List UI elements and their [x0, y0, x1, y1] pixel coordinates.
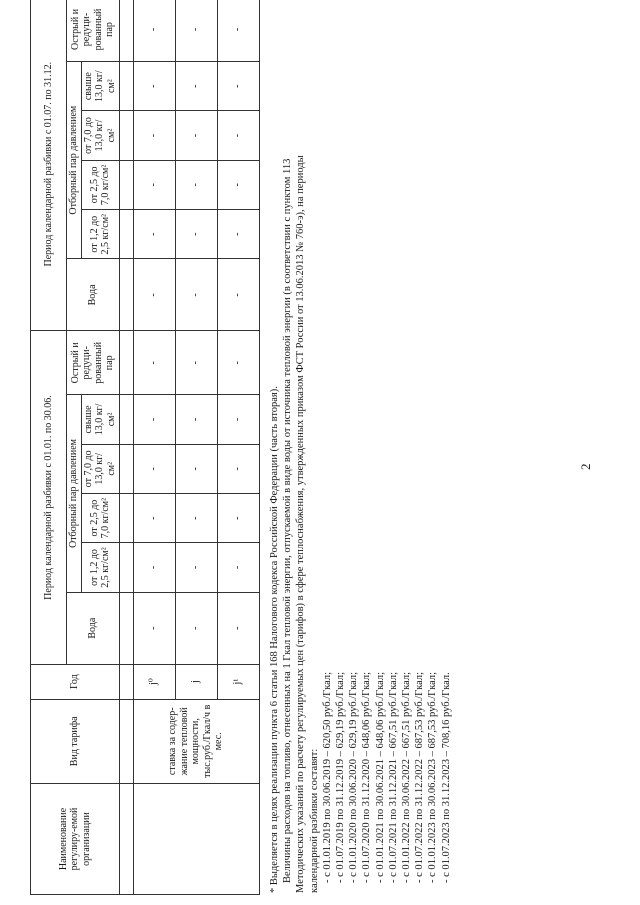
value-cell: -	[217, 331, 259, 395]
value-cell: -	[133, 210, 175, 259]
value-cell: -	[217, 160, 259, 209]
header-steam-4-p2: свыше 13,0 кг/см²	[81, 61, 119, 110]
value-cell: -	[133, 543, 175, 592]
page-number: 2	[578, 463, 593, 470]
value-cell: -	[133, 0, 175, 61]
year-cell: j¹	[217, 664, 259, 699]
header-tariff-type: Вид тарифа	[31, 699, 120, 783]
value-cell: -	[175, 160, 217, 209]
list-item: - с 01.01.2019 по 30.06.2019 – 620,50 руб./Гкал;	[321, 671, 333, 883]
value-cell: -	[133, 493, 175, 542]
value-cell: -	[133, 331, 175, 395]
value-cell: -	[217, 444, 259, 493]
header-year: Год	[31, 664, 120, 699]
header-water-1: Вода	[67, 592, 120, 664]
value-cell: -	[175, 259, 217, 331]
empty-cell	[119, 664, 133, 699]
value-cell: -	[133, 395, 175, 444]
header-sharp-steam-2: Острый и редуци-рованный пар	[67, 0, 120, 61]
empty-cell	[119, 493, 133, 542]
value-cell: -	[133, 111, 175, 160]
value-cell: -	[217, 395, 259, 444]
empty-cell	[119, 783, 133, 894]
list-item: - с 01.07.2021 по 31.12.2021 – 667,51 руб./Гкал;	[387, 671, 399, 883]
tariff-table	[30, 0, 260, 895]
empty-cell	[119, 592, 133, 664]
header-steam-1-p2: от 1,2 до 2,5 кг/см²	[81, 210, 119, 259]
empty-cell	[119, 395, 133, 444]
empty-cell	[119, 210, 133, 259]
header-period-1: Период календарной разбивки с 01.01. по 30.06.	[31, 331, 67, 664]
header-organization: Наименование регулиру-емой организации	[31, 783, 120, 894]
value-cell: -	[175, 0, 217, 61]
list-item: - с 01.07.2020 по 31.12.2020 – 648,06 руб./Гкал;	[361, 671, 373, 883]
footnotes	[268, 133, 453, 893]
value-cell: -	[175, 210, 217, 259]
header-steam-2-p2: от 2,5 до 7,0 кг/см²	[81, 160, 119, 209]
value-cell: -	[217, 543, 259, 592]
value-cell: -	[217, 61, 259, 110]
year-cell: j⁰	[133, 664, 175, 699]
value-cell: -	[175, 395, 217, 444]
empty-cell	[119, 444, 133, 493]
header-steam-group-2: Отборный пар давлением	[67, 61, 82, 258]
list-item: - с 01.01.2022 по 30.06.2022 – 667,51 руб./Гкал;	[401, 671, 413, 883]
empty-cell	[119, 111, 133, 160]
header-sharp-steam-1: Острый и редуци-рованный пар	[67, 331, 120, 395]
list-item: - с 01.07.2022 по 31.12.2022 – 687,53 руб./Гкал;	[414, 671, 426, 883]
value-cell: -	[175, 493, 217, 542]
list-item: - с 01.07.2019 по 31.12.2019 – 629,19 руб./Гкал;	[335, 671, 347, 883]
org-name-cell	[133, 783, 259, 894]
tariff-row-label: ставка за содер-жание тепловой мощности, тыс.руб./Гкал/ч в мес.	[133, 699, 259, 783]
empty-cell	[119, 160, 133, 209]
header-steam-3-p2: от 7,0 до 13,0 кг/см²	[81, 111, 119, 160]
fuel-cost-list	[321, 133, 453, 893]
empty-cell	[119, 61, 133, 110]
value-cell: -	[175, 592, 217, 664]
empty-cell	[119, 0, 133, 61]
value-cell: -	[133, 160, 175, 209]
list-item: - с 01.01.2021 по 30.06.2021 – 648,06 руб./Гкал;	[374, 671, 386, 883]
value-cell: -	[175, 331, 217, 395]
empty-cell	[119, 543, 133, 592]
header-steam-1-p1: от 1,2 до 2,5 кг/см²	[81, 543, 119, 592]
header-steam-4-p1: свыше 13,0 кг/см²	[81, 395, 119, 444]
header-water-2: Вода	[67, 259, 120, 331]
header-steam-group-1: Отборный пар давлением	[67, 395, 82, 592]
header-period-2: Период календарной разбивки с 01.07. по 31.12.	[31, 0, 67, 331]
empty-cell	[119, 259, 133, 331]
header-steam-3-p1: от 7,0 до 13,0 кг/см²	[81, 444, 119, 493]
value-cell: -	[133, 592, 175, 664]
value-cell: -	[217, 259, 259, 331]
value-cell: -	[217, 493, 259, 542]
list-item: - с 01.07.2023 по 31.12.2023 – 708,16 руб./Гкал.	[440, 672, 452, 883]
year-cell: j	[175, 664, 217, 699]
value-cell: -	[217, 111, 259, 160]
value-cell: -	[133, 444, 175, 493]
empty-cell	[119, 699, 133, 783]
footnote-main: Величины расходов на топливо, отнесенных на 1 Гкал тепловой энергии, отпускаемой в виде воды от источника тепловой энергии (в соответствии с пунктом 113 Методических указаний по расчету регулируемых цен (тарифов) в сфере теплоснабжения, утвержденных приказом ФСТ России от 13.06.2013 № 760-э), на периоды календарной разбивки составят:	[282, 155, 320, 893]
value-cell: -	[217, 592, 259, 664]
value-cell: -	[217, 0, 259, 61]
value-cell: -	[175, 444, 217, 493]
value-cell: -	[133, 61, 175, 110]
footnote-star: * Выделяется в целях реализации пункта 6 статьи 168 Налогового кодекса Российской Федерации (часть вторая).	[269, 386, 280, 893]
header-steam-2-p1: от 2,5 до 7,0 кг/см²	[81, 493, 119, 542]
empty-cell	[119, 331, 133, 395]
value-cell: -	[175, 111, 217, 160]
value-cell: -	[175, 61, 217, 110]
value-cell: -	[217, 210, 259, 259]
list-item: - с 01.01.2023 по 30.06.2023 – 687,53 руб./Гкал;	[427, 671, 439, 883]
value-cell: -	[175, 543, 217, 592]
list-item: - с 01.01.2020 по 30.06.2020 – 629,19 руб./Гкал;	[348, 671, 360, 883]
value-cell: -	[133, 259, 175, 331]
